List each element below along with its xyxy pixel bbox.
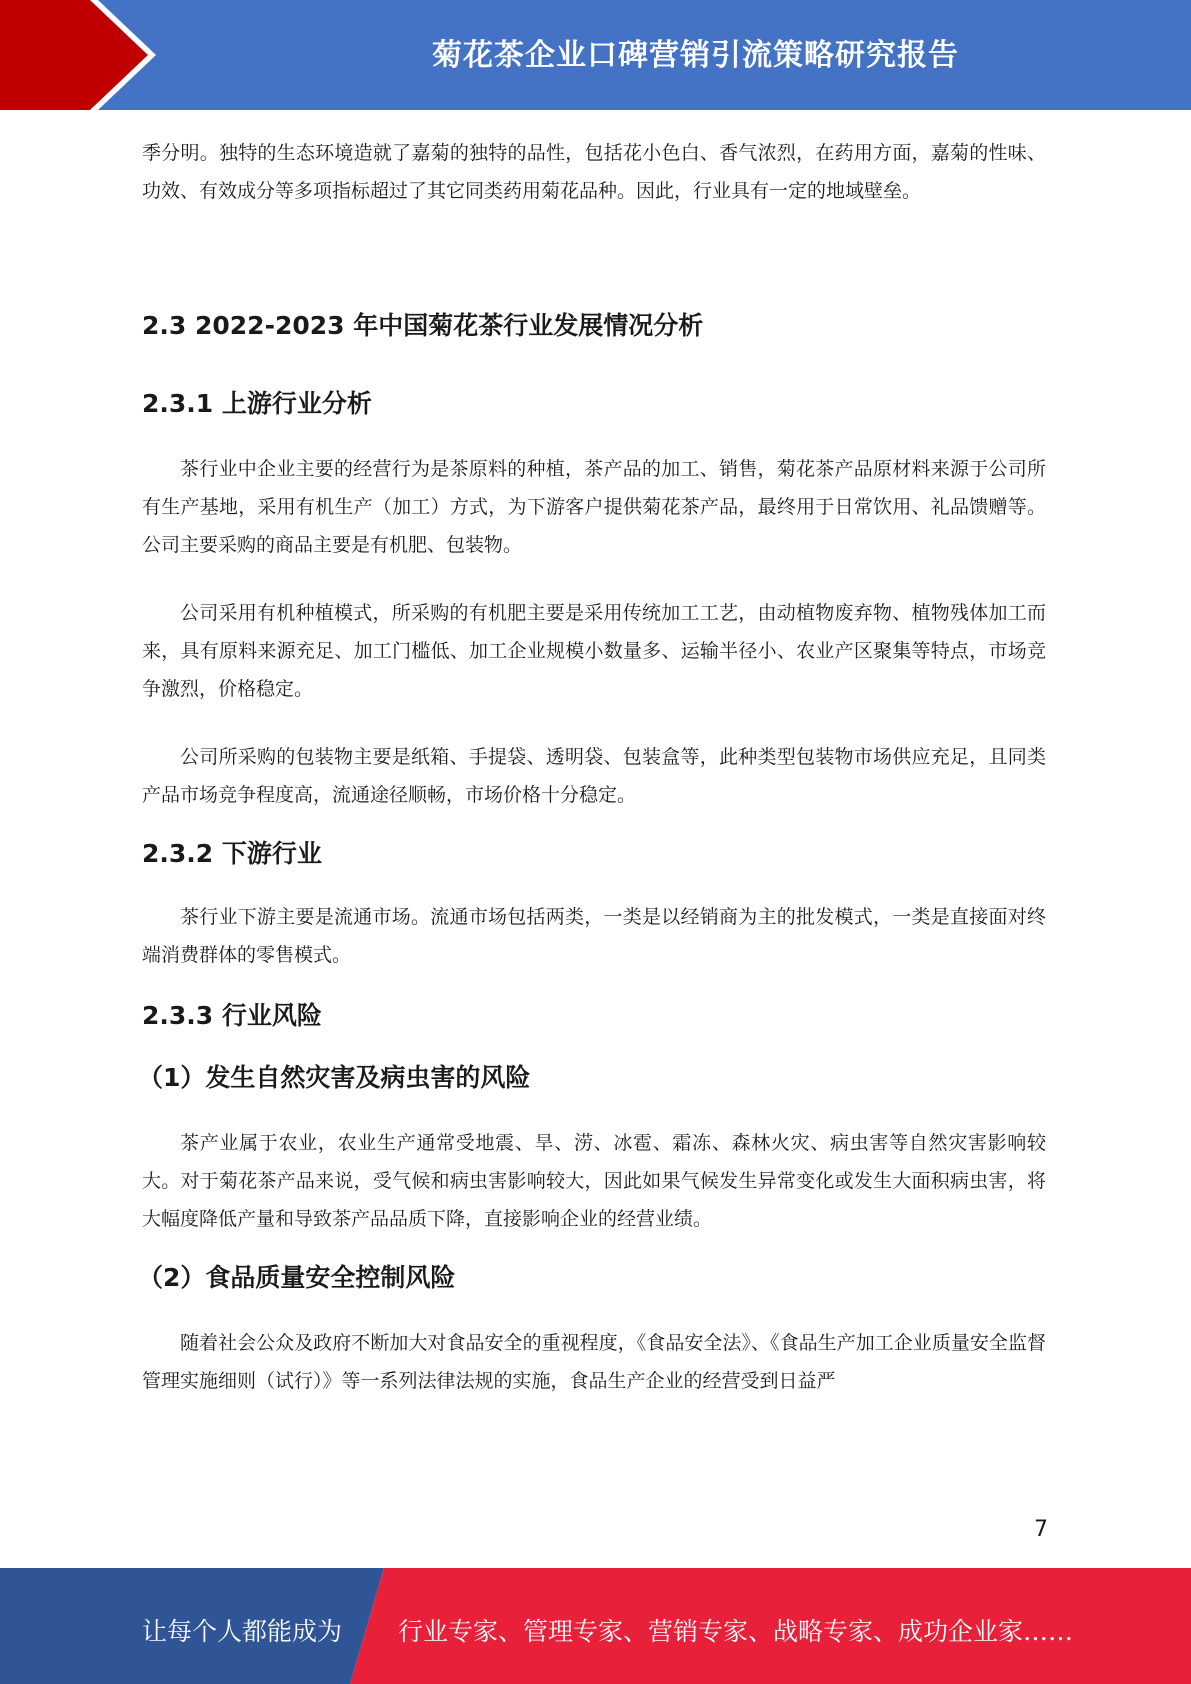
downstream-paragraph: 茶行业下游主要是流通市场。流通市场包括两类，一类是以经销商为主的批发模式，一类是直接面对终端消费群体的零售模式。 [142,906,1046,966]
header-title: 菊花茶企业口碑营销引流策略研究报告 [432,38,959,73]
risk-2-heading: （2）食品质量安全控制风险 [138,1263,456,1292]
section-2-3-3-heading: 2.3.3 行业风险 [142,1001,322,1030]
document-body [138,134,1046,1400]
page-number: 7 [1034,1517,1048,1542]
risk-1-paragraph: 茶产业属于农业，农业生产通常受地震、旱、涝、冰雹、霜冻、森林火灾、病虫害等自然灾害影响较大。对于菊花茶产品来说，受气候和病虫害影响较大，因此如果气候发生异常变化或发生大面积病虫害，将大幅度降低产量和导致茶产品品质下降，直接影响企业的经营业绩。 [142,1132,1046,1230]
upstream-paragraph-3: 公司所采购的包装物主要是纸箱、手提袋、透明袋、包装盒等，此种类型包装物市场供应充足，且同类产品市场竞争程度高，流通途径顺畅，市场价格十分稳定。 [142,746,1046,806]
header-red-chevron [0,0,148,110]
page-header [0,0,1191,110]
section-2-3-1-heading: 2.3.1 上游行业分析 [142,389,372,418]
upstream-paragraph-2: 公司采用有机种植模式，所采购的有机肥主要是采用传统加工工艺，由动植物废弃物、植物残体加工而来，具有原料来源充足、加工门槛低、加工企业规模小数量多、运输半径小、农业产区聚集等特点，市场竞争激烈，价格稳定。 [142,602,1046,700]
section-2-3-2-heading: 2.3.2 下游行业 [142,839,322,868]
footer-slogan-right: 行业专家、管理专家、营销专家、战略专家、成功企业家…… [398,1617,1074,1646]
page-footer [0,1568,1191,1684]
footer-slogan-left: 让每个人都能成为 [142,1617,343,1646]
risk-1-heading: （1）发生自然灾害及病虫害的风险 [138,1063,531,1092]
risk-2-paragraph: 随着社会公众及政府不断加大对食品安全的重视程度，《食品安全法》、《食品生产加工企业质量安全监督管理实施细则（试行）》等一系列法律法规的实施，食品生产企业的经营受到日益严 [142,1332,1046,1392]
section-2-3-heading: 2.3 2022-2023 年中国菊花茶行业发展情况分析 [142,311,704,340]
upstream-paragraph-1: 茶行业中企业主要的经营行为是茶原料的种植，茶产品的加工、销售，菊花茶产品原材料来源于公司所有生产基地，采用有机生产（加工）方式，为下游客户提供菊花茶产品，最终用于日常饮用、礼品馈赠等。公司主要采购的商品主要是有机肥、包装物。 [142,458,1046,556]
intro-paragraph: 季分明。独特的生态环境造就了嘉菊的独特的品性，包括花小色白、香气浓烈，在药用方面，嘉菊的性味、功效、有效成分等多项指标超过了其它同类药用菊花品种。因此，行业具有一定的地域壁垒。 [142,142,1046,202]
